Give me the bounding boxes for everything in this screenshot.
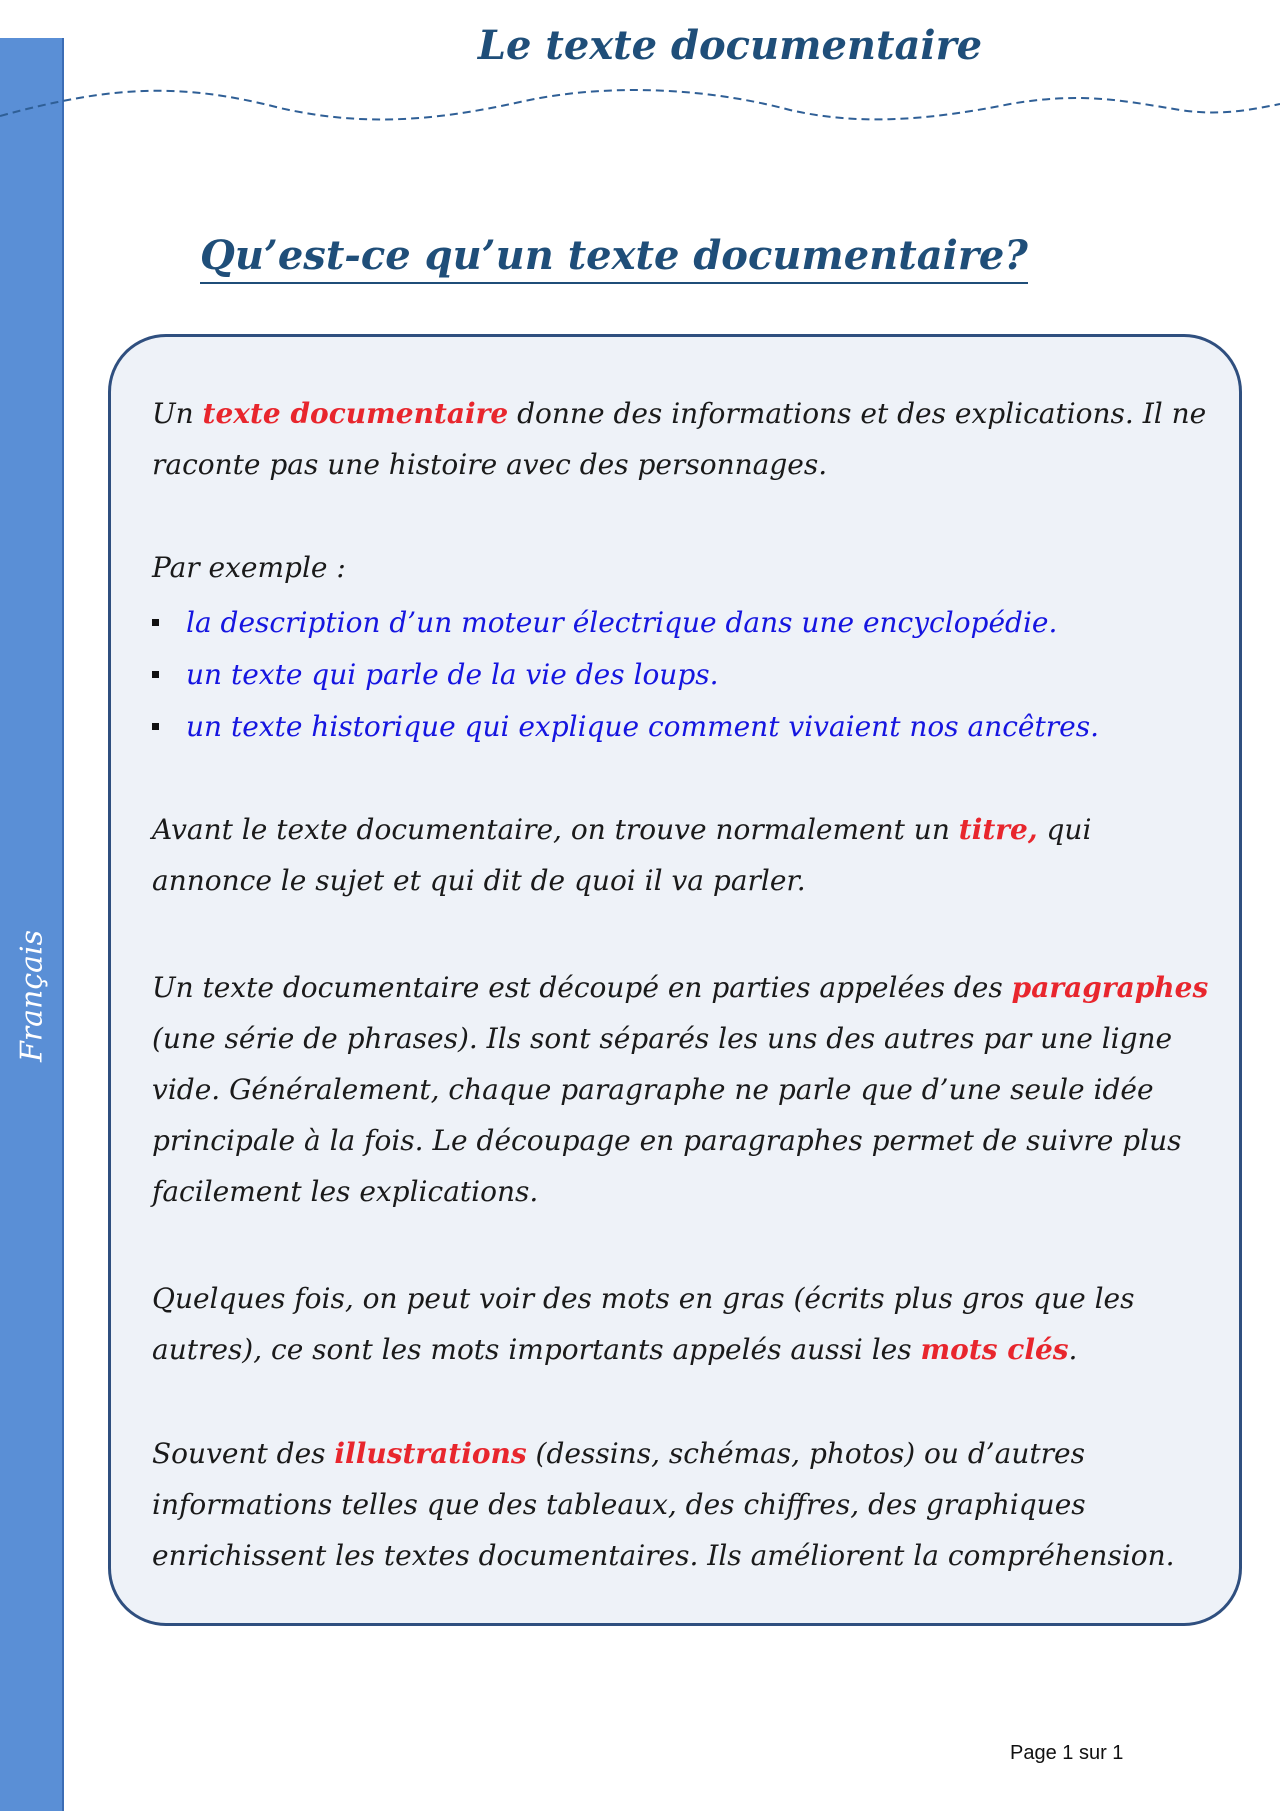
paragraph-definition-end: donne des informations et des explications. Il ne raconte pas une histoire avec des personnages. (152, 397, 1207, 481)
example-text: la description d’un moteur électrique dans une encyclopédie. (186, 606, 1058, 639)
section-heading: Qu’est-ce qu’un texte documentaire? (200, 232, 1028, 284)
paragraph-illustrations-start: Souvent des (152, 1437, 335, 1470)
wavy-divider (0, 80, 1280, 124)
paragraph-illustrations-end: (dessins, schémas, photos) ou d’autres informations telles que des tableaux, des chiffres, des graphiques enrichissent les textes documentaires. Ils améliorent la compréhension. (152, 1437, 1175, 1572)
paragraph-paragraphs-start: Un texte documentaire est découpé en parties appelées des (152, 971, 1012, 1004)
page-title: Le texte documentaire (477, 22, 983, 69)
paragraph-keywords-start: Quelques fois, on peut voir des mots en gras (écrits plus gros que les autres), ce sont les mots importants appelés aussi les (152, 1282, 1135, 1366)
paragraph-illustrations (152, 1428, 1212, 1581)
bullet-icon (152, 671, 159, 678)
list-item (152, 701, 1212, 753)
example-list (152, 597, 1212, 753)
page-number: Page 1 sur 1 (1010, 1742, 1124, 1764)
keyword-mots-cles: mots clés (920, 1333, 1069, 1366)
example-text: un texte qui parle de la vie des loups. (186, 658, 719, 691)
paragraph-title-end: qui annonce le sujet et qui dit de quoi il va parler. (152, 813, 1092, 897)
list-item (152, 649, 1212, 701)
bullet-icon (152, 723, 159, 730)
keyword-illustrations: illustrations (334, 1437, 527, 1470)
keyword-titre: titre, (958, 813, 1038, 846)
bullet-icon (152, 619, 159, 626)
subject-label: Français (14, 929, 50, 1063)
example-text: un texte historique qui explique comment vivaient nos ancêtres. (186, 710, 1099, 743)
subject-sidebar (0, 38, 64, 1811)
keyword-paragraphes: paragraphes (1011, 971, 1209, 1004)
example-intro: Par exemple : (152, 551, 346, 584)
paragraph-paragraphs (152, 962, 1212, 1217)
paragraph-keywords (152, 1273, 1212, 1375)
paragraph-definition (152, 388, 1212, 490)
paragraph-title-start: Avant le texte documentaire, on trouve normalement un (152, 813, 959, 846)
paragraph-title (152, 804, 1212, 906)
keyword-texte-documentaire: texte documentaire (202, 397, 509, 430)
list-item (152, 597, 1212, 649)
paragraph-paragraphs-end: (une série de phrases). Ils sont séparés les uns des autres par une ligne vide. Généralement, chaque paragraphe ne parle que d’une seule idée principale à la fois. Le découpage en paragraphes permet de suivre plus facilement les explications. (152, 1022, 1182, 1208)
paragraph-keywords-end: . (1068, 1333, 1078, 1366)
paragraph-definition-start: Un (152, 397, 203, 430)
